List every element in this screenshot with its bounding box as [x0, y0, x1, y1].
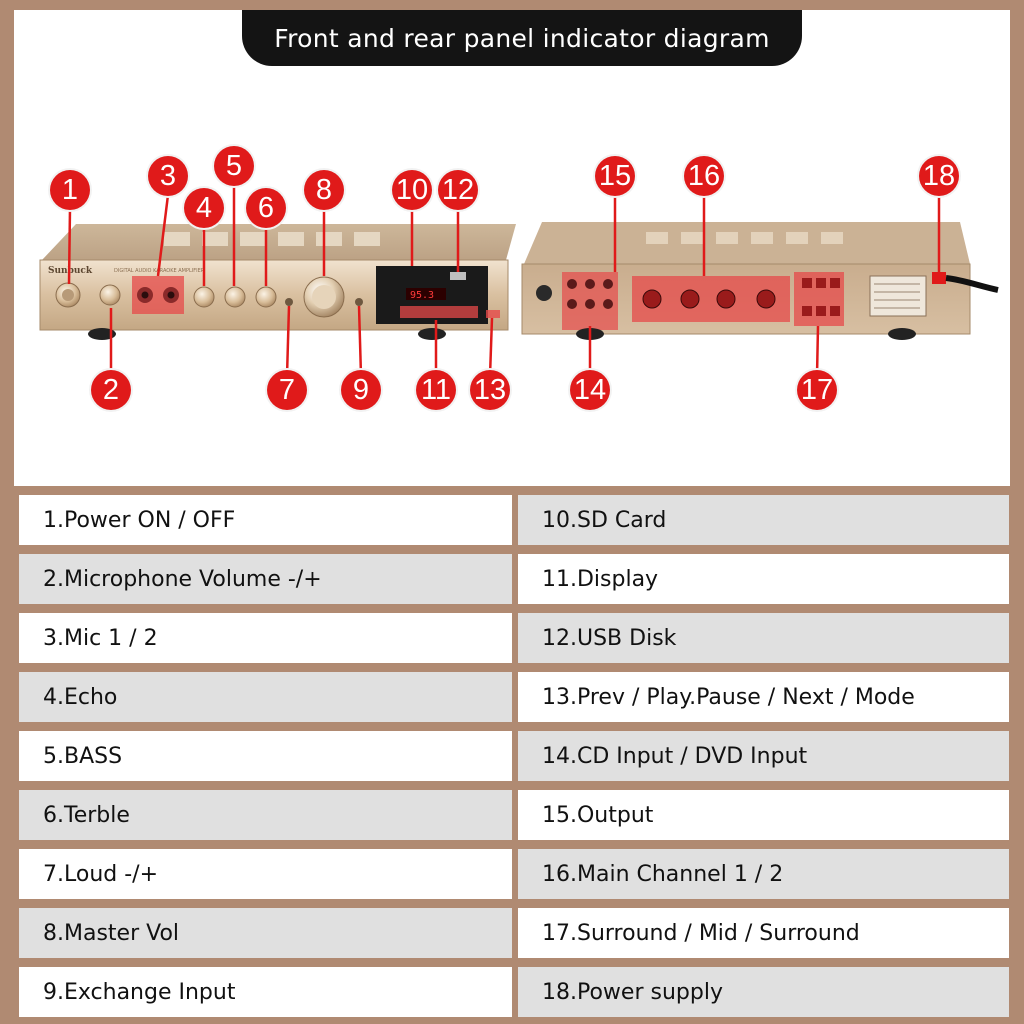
callout-badge-7: 7 — [267, 370, 307, 410]
callout-badge-9: 9 — [341, 370, 381, 410]
callout-badge-15: 15 — [595, 156, 635, 196]
legend-item: 15.Output — [518, 790, 1009, 840]
legend-item: 2.Microphone Volume -/+ — [19, 554, 512, 604]
legend-item: 3.Mic 1 / 2 — [19, 613, 512, 663]
legend-item: 17.Surround / Mid / Surround — [518, 908, 1009, 958]
legend-item: 10.SD Card — [518, 495, 1009, 545]
diagram-title: Front and rear panel indicator diagram — [242, 10, 802, 66]
legend-item: 14.CD Input / DVD Input — [518, 731, 1009, 781]
callout-badge-10: 10 — [392, 170, 432, 210]
legend-item: 16.Main Channel 1 / 2 — [518, 849, 1009, 899]
callout-badge-6: 6 — [246, 188, 286, 228]
callout-badge-11: 11 — [416, 370, 456, 410]
svg-text:DIGITAL AUDIO KARAOKE AMPLIFIE: DIGITAL AUDIO KARAOKE AMPLIFIER — [114, 268, 205, 274]
display-readout: 95.3 — [410, 290, 435, 301]
legend-item: 9.Exchange Input — [19, 967, 512, 1017]
callout-badge-1: 1 — [50, 170, 90, 210]
legend-item: 13.Prev / Play.Pause / Next / Mode — [518, 672, 1009, 722]
legend-item: 1.Power ON / OFF — [19, 495, 512, 545]
legend-item: 8.Master Vol — [19, 908, 512, 958]
legend-item: 12.USB Disk — [518, 613, 1009, 663]
callout-badge-5: 5 — [214, 146, 254, 186]
legend-item: 7.Loud -/+ — [19, 849, 512, 899]
callout-badge-4: 4 — [184, 188, 224, 228]
legend-item: 11.Display — [518, 554, 1009, 604]
callout-badge-14: 14 — [570, 370, 610, 410]
callout-badge-8: 8 — [304, 170, 344, 210]
callout-badge-3: 3 — [148, 156, 188, 196]
callout-badge-13: 13 — [470, 370, 510, 410]
callout-badge-16: 16 — [684, 156, 724, 196]
callout-badge-18: 18 — [919, 156, 959, 196]
callout-badge-17: 17 — [797, 370, 837, 410]
rear-amplifier — [522, 222, 998, 340]
callout-badge-12: 12 — [438, 170, 478, 210]
callout-badge-2: 2 — [91, 370, 131, 410]
legend-item: 4.Echo — [19, 672, 512, 722]
diagram-panel — [14, 10, 1010, 486]
brand-logo: Sunbuck — [48, 266, 93, 276]
amplifier-illustration — [14, 10, 1010, 486]
legend-item: 18.Power supply — [518, 967, 1009, 1017]
legend-table — [19, 495, 1009, 1021]
legend-item: 5.BASS — [19, 731, 512, 781]
legend-item: 6.Terble — [19, 790, 512, 840]
